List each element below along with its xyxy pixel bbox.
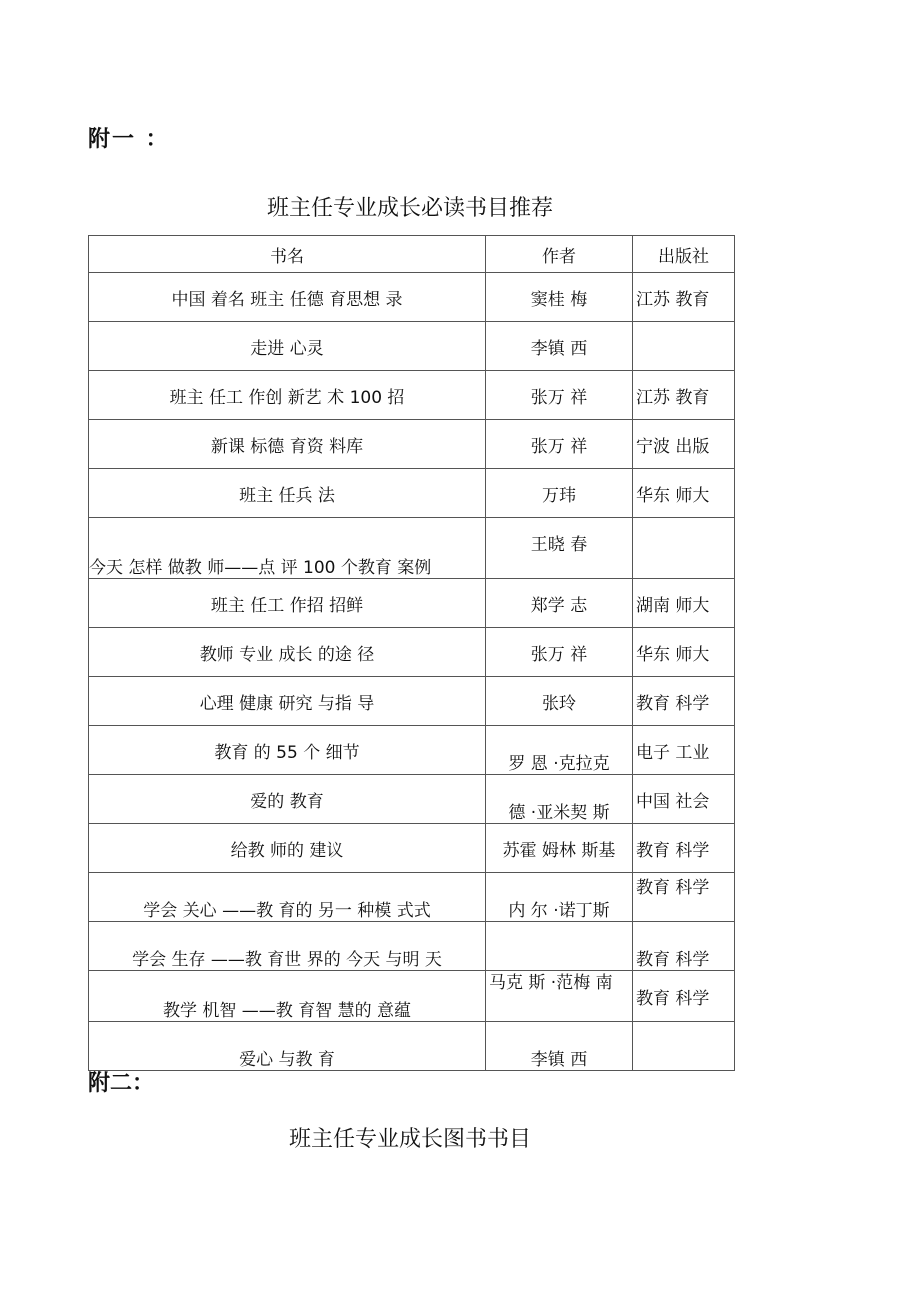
book-title: 教师 专业 成长 的途 径 — [89, 628, 486, 677]
book-catalog-title: 班主任专业成长图书书目 — [288, 1127, 531, 1152]
book-title: 中国 着名 班主 任德 育思想 录 — [89, 273, 486, 322]
book-author: 罗 恩 ·克拉克 — [486, 726, 633, 775]
book-author: 万玮 — [486, 469, 633, 518]
book-author: 张万 祥 — [486, 371, 633, 420]
book-title: 班主 任工 作招 招鲜 — [89, 579, 486, 628]
book-author: 张玲 — [486, 677, 633, 726]
book-title: 学会 关心 ——教 育的 另一 种模 式式 — [89, 873, 486, 922]
book-title: 班主 任兵 法 — [89, 469, 486, 518]
book-author: 李镇 西 — [486, 322, 633, 371]
book-publisher: 教育 科学 — [633, 677, 735, 726]
book-title: 走进 心灵 — [89, 322, 486, 371]
book-title: 给教 师的 建议 — [89, 824, 486, 873]
book-publisher — [633, 322, 735, 371]
table-row — [89, 469, 735, 518]
book-publisher: 中国 社会 — [633, 775, 735, 824]
table-row — [89, 677, 735, 726]
table-row — [89, 371, 735, 420]
book-publisher — [633, 518, 735, 579]
book-publisher: 教育 科学 — [633, 922, 735, 971]
table-row — [89, 518, 735, 579]
table-row — [89, 628, 735, 677]
book-publisher: 教育 科学 — [633, 824, 735, 873]
table-row — [89, 971, 735, 1022]
table-row — [89, 922, 735, 971]
book-author: 李镇 西 — [486, 1022, 633, 1071]
book-publisher — [633, 1022, 735, 1071]
book-publisher: 江苏 教育 — [633, 371, 735, 420]
book-publisher: 电子 工业 — [633, 726, 735, 775]
book-publisher: 江苏 教育 — [633, 273, 735, 322]
book-author: 窦桂 梅 — [486, 273, 633, 322]
book-title: 今天 怎样 做教 师——点 评 100 个教育 案例 — [89, 518, 486, 579]
book-title: 新课 标德 育资 料库 — [89, 420, 486, 469]
table-header-row — [89, 236, 735, 273]
book-title: 班主 任工 作创 新艺 术 100 招 — [89, 371, 486, 420]
book-title: 教育 的 55 个 细节 — [89, 726, 486, 775]
book-publisher: 宁波 出版 — [633, 420, 735, 469]
book-publisher: 湖南 师大 — [633, 579, 735, 628]
table-row — [89, 775, 735, 824]
header-author: 作者 — [486, 236, 633, 273]
table-row — [89, 579, 735, 628]
header-title: 书名 — [89, 236, 486, 273]
appendix-1-heading: 附一 ： — [88, 127, 170, 152]
table-row — [89, 726, 735, 775]
table-row — [89, 420, 735, 469]
book-title: 教学 机智 ——教 育智 慧的 意蕴 — [89, 971, 486, 1022]
recommended-books-title: 班主任专业成长必读书目推荐 — [266, 196, 553, 221]
appendix-2-heading: 附二： — [88, 1071, 155, 1096]
table-row — [89, 824, 735, 873]
book-title: 爱的 教育 — [89, 775, 486, 824]
book-author: 内 尔 ·诺丁斯 — [486, 873, 633, 922]
table-row — [89, 1022, 735, 1071]
book-author — [486, 922, 633, 971]
table-row — [89, 322, 735, 371]
book-author: 张万 祥 — [486, 420, 633, 469]
book-publisher: 华东 师大 — [633, 469, 735, 518]
book-author: 马克 斯 ·范梅 南 — [486, 971, 633, 1022]
book-author: 王晓 春 — [486, 518, 633, 579]
book-author: 苏霍 姆林 斯基 — [486, 824, 633, 873]
book-title: 心理 健康 研究 与指 导 — [89, 677, 486, 726]
book-publisher: 教育 科学 — [633, 971, 735, 1022]
book-publisher: 华东 师大 — [633, 628, 735, 677]
book-publisher: 教育 科学 — [633, 873, 735, 922]
book-title: 学会 生存 ——教 育世 界的 今天 与明 天 — [89, 922, 486, 971]
book-author: 郑学 志 — [486, 579, 633, 628]
book-author: 张万 祥 — [486, 628, 633, 677]
book-list-table — [88, 235, 735, 1071]
header-publisher: 出版社 — [633, 236, 735, 273]
table-row — [89, 273, 735, 322]
book-author: 德 ·亚米契 斯 — [486, 775, 633, 824]
book-title: 爱心 与教 育 — [89, 1022, 486, 1071]
table-row — [89, 873, 735, 922]
